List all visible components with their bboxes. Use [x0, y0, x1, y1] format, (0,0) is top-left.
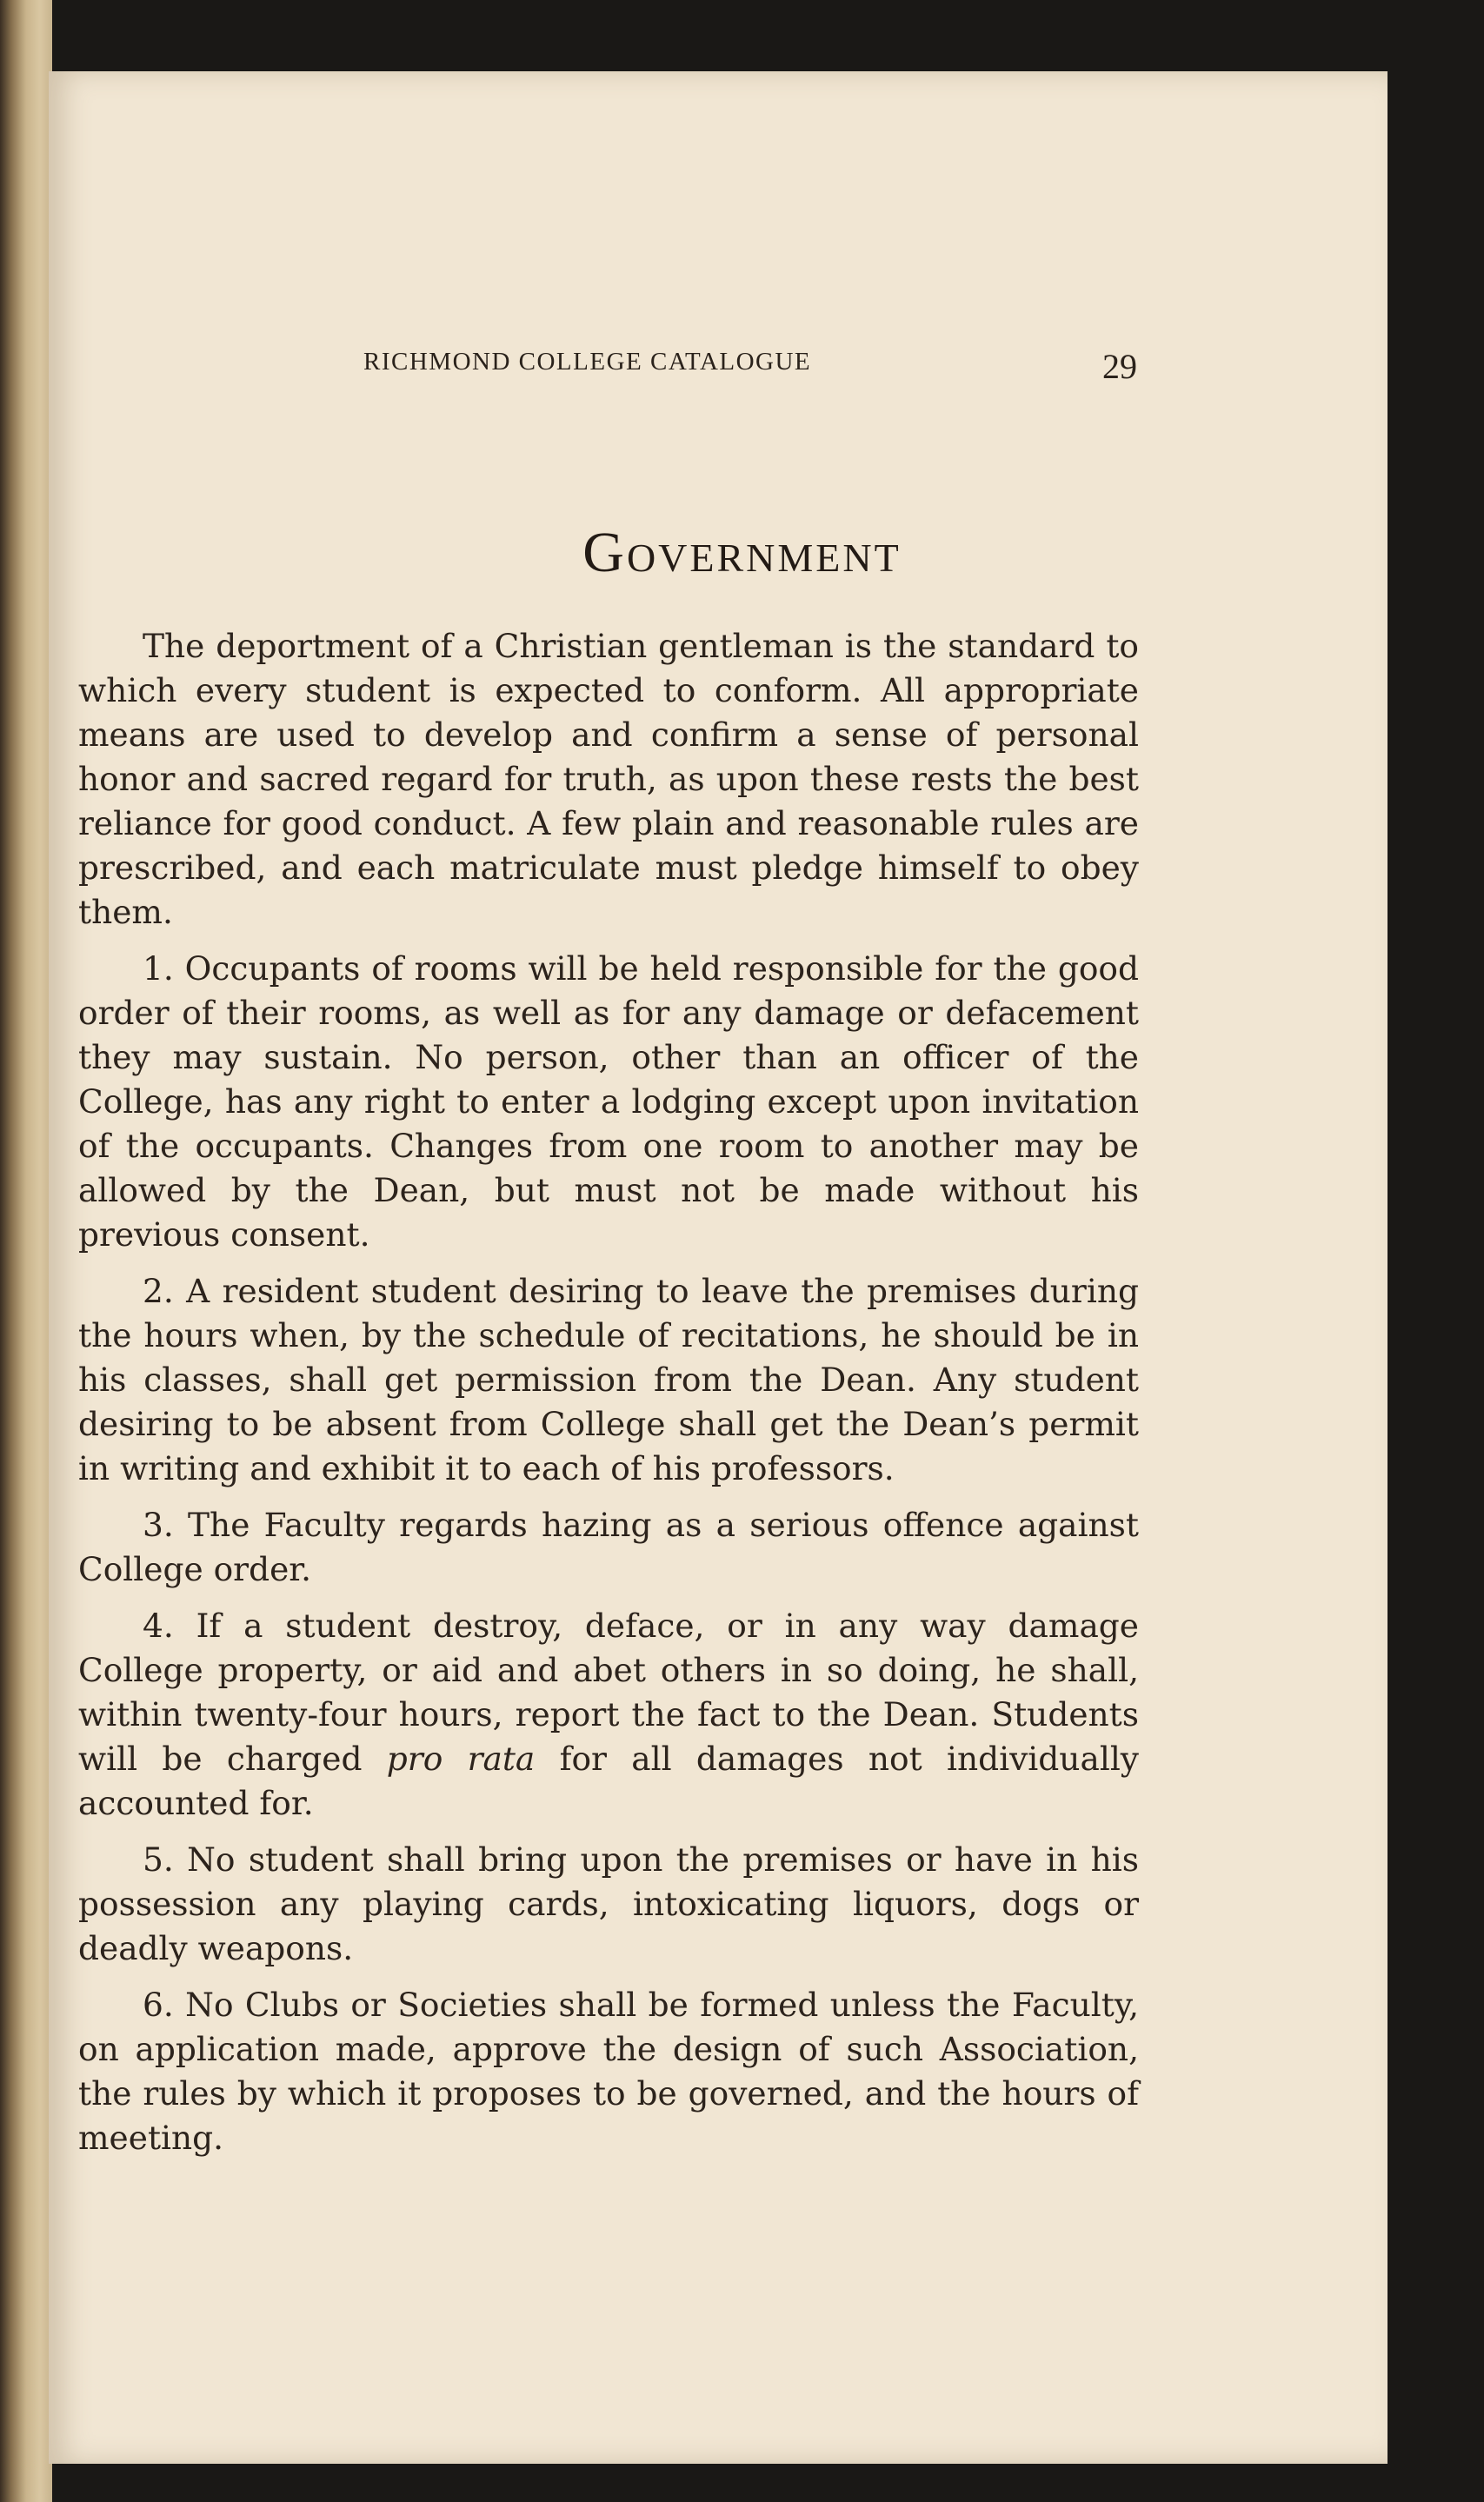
rule-4-text-before: 4. If a student destroy, deface, or in any way damage College property, or aid and abet others in so doing, he shall, within twenty-four hours, report the fact to the Dean. Students will be charged: [78, 1607, 1139, 1778]
rule-2-paragraph: 2. A resident student desiring to leave the premises during the hours when, by the schedule of recitations, he should be in his classes, shall get permission from the Dean. Any student desiring to be absent from College shall get the Dean’s permit in writing and exhibit it to each of his professors.: [78, 1272, 1139, 1487]
intro-paragraph: The deportment of a Christian gentleman is the standard to which every student is expected to conform. All appropriate means are used to develop and confirm a sense of personal honor and sacred regard for truth, as upon these rests the best reliance for good conduct. A few plain and reasonable rules are prescribed, and each matriculate must pledge himself to obey them.: [78, 627, 1139, 931]
rule-3-paragraph: 3. The Faculty regards hazing as a serious offence against College order.: [78, 1506, 1139, 1588]
rule-5-paragraph: 5. No student shall bring upon the premises or have in his possession any playing cards, intoxicating liquors, dogs or deadly weapons.: [78, 1840, 1139, 1967]
rule-4-paragraph: [78, 1604, 1139, 1826]
rule-4-text-after: for all damages not individually accounted for.: [78, 1740, 1139, 1822]
book-binding-edge: [0, 0, 52, 2502]
running-header-title: RICHMOND COLLEGE CATALOGUE: [363, 348, 812, 376]
rule-4-italic-term: pro rata: [386, 1740, 536, 1778]
section-title: Government: [582, 521, 902, 584]
rule-6-paragraph: 6. No Clubs or Societies shall be formed unless the Faculty, on application made, approve the design of such Association, the rules by which it proposes to be governed, and the hours of meeting.: [78, 1986, 1139, 2157]
page-number: 29: [1102, 347, 1137, 386]
rule-1-paragraph: 1. Occupants of rooms will be held responsible for the good order of their rooms, as well as for any damage or defacement they may sustain. No person, other than an officer of the College, has any right to enter a lodging except upon invitation of the occupants. Changes from one room to another may be allowed by the Dean, but must not be made without his previous consent.: [78, 949, 1139, 1254]
section-body: [78, 624, 1139, 2173]
